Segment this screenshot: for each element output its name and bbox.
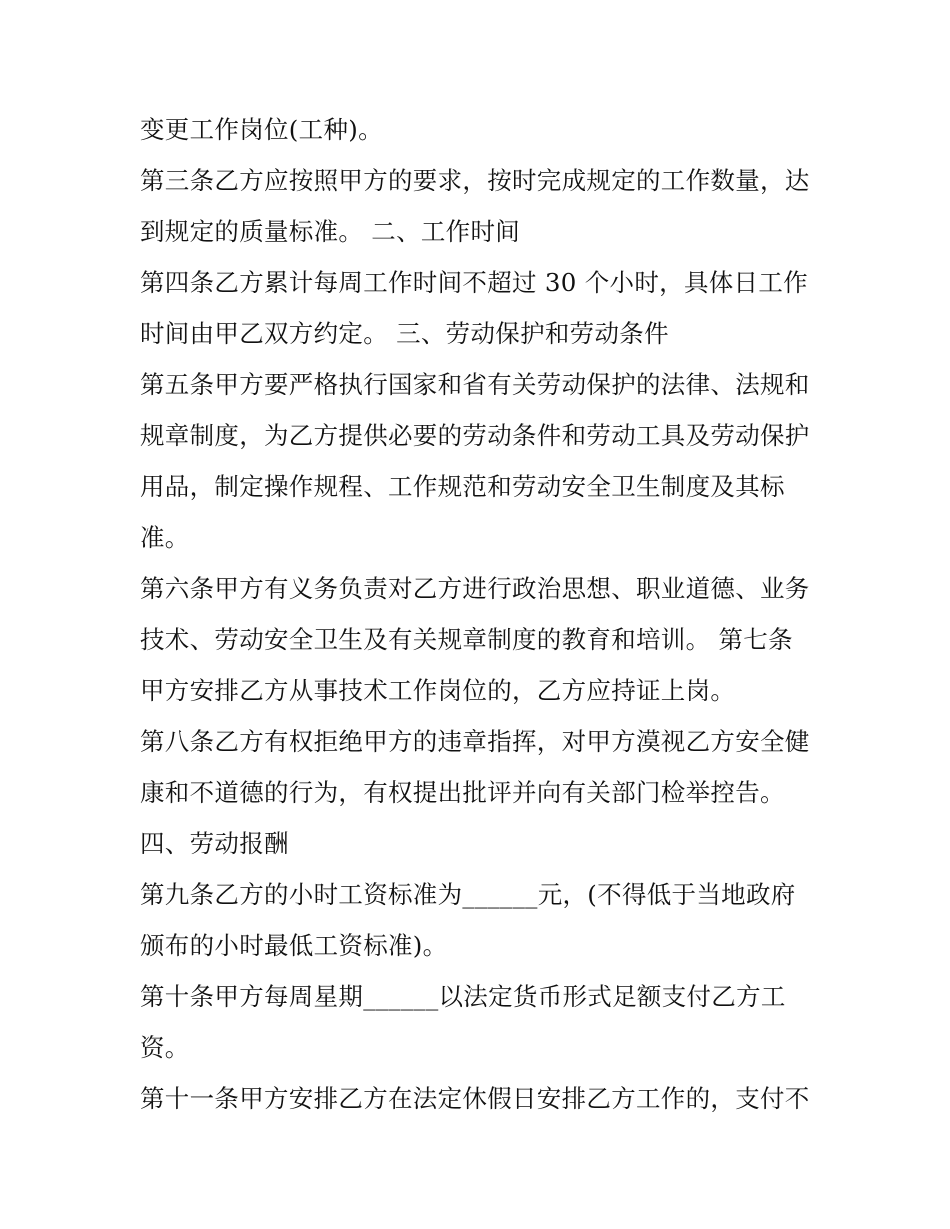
text-line: 规章制度，为乙方提供必要的劳动条件和劳动工具及劳动保护 [140, 421, 810, 450]
text-line: 到规定的质量标准。 二、工作时间 [140, 217, 521, 246]
text-line: 第四条乙方累计每周工作时间不超过 30 个小时，具体日工作 [140, 268, 808, 297]
text-line: 第十条甲方每周星期______以法定货币形式足额支付乙方工 [140, 982, 786, 1011]
section-heading: 四、劳动报酬 [140, 829, 289, 858]
text-line: 第三条乙方应按照甲方的要求，按时完成规定的工作数量，达 [140, 166, 810, 195]
text-line: 技术、劳动安全卫生及有关规章制度的教育和培训。 第七条 [140, 625, 793, 654]
text-line: 颁布的小时最低工资标准)。 [140, 931, 448, 960]
text-line: 用品，制定操作规程、工作规范和劳动安全卫生制度及其标 [140, 472, 785, 501]
document-body [140, 104, 820, 1124]
text-line: 变更工作岗位(工种)。 [140, 115, 383, 144]
text-line: 时间由甲乙双方约定。 三、劳动保护和劳动条件 [140, 319, 669, 348]
text-line: 甲方安排乙方从事技术工作岗位的，乙方应持证上岗。 [140, 676, 736, 705]
text-line: 准。 [140, 523, 190, 552]
text-line: 第六条甲方有义务负责对乙方进行政治思想、职业道德、业务 [140, 574, 810, 603]
text-line: 资。 [140, 1033, 190, 1062]
text-line: 康和不道德的行为，有权提出批评并向有关部门检举控告。 [140, 778, 785, 807]
text-line: 第八条乙方有权拒绝甲方的违章指挥，对甲方漠视乙方安全健 [140, 727, 810, 756]
text-line: 第五条甲方要严格执行国家和省有关劳动保护的法律、法规和 [140, 370, 810, 399]
text-line: 第九条乙方的小时工资标准为______元，(不得低于当地政府 [140, 880, 796, 909]
text-line: 第十一条甲方安排乙方在法定休假日安排乙方工作的，支付不 [140, 1084, 810, 1113]
